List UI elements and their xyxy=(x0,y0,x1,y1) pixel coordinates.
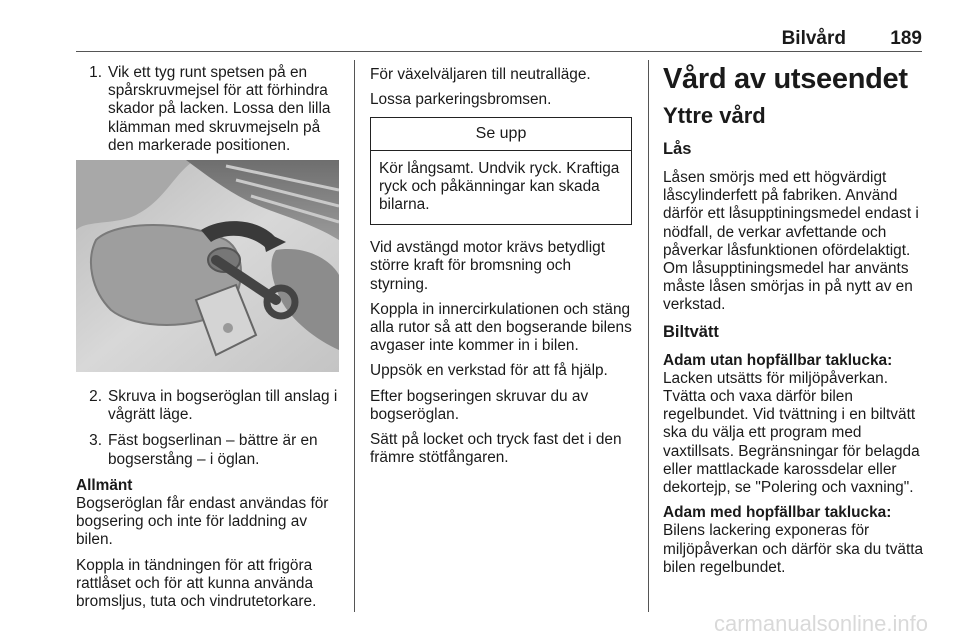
paragraph-workshop: Uppsök en verkstad för att få hjälp. xyxy=(370,362,608,380)
paragraph-neutral: För växelväljaren till neutralläge. xyxy=(370,66,591,83)
wash-with-sunroof-text: Bilens lackering exponeras för miljöpåverkan och därför ska du tvätta bilen regelbundet. xyxy=(663,522,924,576)
paragraph-parking-brake: Lossa parkeringsbromsen. xyxy=(370,91,552,109)
step-number: 1. xyxy=(89,64,102,81)
step-text: Skruva in bogseröglan till anslag i vågrätt läge. xyxy=(108,388,338,424)
wash-with-sunroof xyxy=(663,504,925,577)
step-text: Fäst bogserlinan – bättre är en bogserstång – i öglan. xyxy=(108,432,318,468)
wash-no-sunroof-heading: Adam utan hopfällbar taklucka: xyxy=(663,351,893,369)
caution-text: Kör långsamt. Undvik ryck. Kraftiga ryck och påkänningar kan skada bilarna. xyxy=(379,159,620,214)
step-3 xyxy=(76,432,340,468)
header-title: Bilvård xyxy=(781,28,846,49)
ignition-text: Koppla in tändningen för att frigöra rattlåset och för att kunna använda bromsljus, tuta och vindrutetorkare. xyxy=(76,556,317,611)
column-divider-2 xyxy=(648,60,649,612)
step-number: 3. xyxy=(89,432,102,450)
paragraph-recirculation: Koppla in innercirkulationen och stäng alla rutor så att den bogserande bilens avgaser inte kommer in i bilen. xyxy=(370,300,632,355)
caution-box xyxy=(370,117,632,225)
watermark: carmanualsonline.info xyxy=(713,611,928,636)
general-text: Bogseröglan får endast användas för bogsering och inte för laddning av bilen. xyxy=(76,495,329,549)
caution-title: Se upp xyxy=(371,118,631,150)
column-divider-1 xyxy=(354,60,355,612)
column-1-continued xyxy=(76,388,340,618)
paragraph-cover: Sätt på locket och tryck fast det i den främre stötfångaren. xyxy=(370,431,622,467)
towing-eye-illustration xyxy=(76,160,339,372)
general-heading: Allmänt xyxy=(76,476,133,494)
step-number: 2. xyxy=(89,388,102,405)
paragraph-engine-off: Vid avstängd motor krävs betydligt större kraft för bromsning och styrning. xyxy=(370,239,605,293)
column-1 xyxy=(76,64,340,163)
step-1 xyxy=(76,64,340,155)
header-rule xyxy=(76,51,922,52)
page-number: 189 xyxy=(890,28,922,49)
section-heading: Vård av utseendet xyxy=(663,63,908,95)
subsection-heading: Yttre vård xyxy=(663,103,766,128)
column-3 xyxy=(663,63,925,584)
locks-text: Låsen smörjs med ett högvärdigt låscylinderfett på fabriken. Använd därför ett låsupptiningsmedel endast i nödfall, de verkar avfettande och påverkar låsfunktionen ofördelaktigt. Om låsupptiningsmedel har använts måste låsen smörjas in på nytt av en verkstad. xyxy=(663,169,919,314)
paragraph-unscrew: Efter bogseringen skruvar du av bogseröglan. xyxy=(370,387,589,423)
step-2 xyxy=(76,388,340,424)
wash-no-sunroof-text: Lacken utsätts för miljöpåverkan. Tvätta och vaxa därför bilen regelbundet. Vid tvättning i en biltvätt ska du välja ett program med vaxtillsats. Begränsningar för belagda eller mattlackade karossdelar eller dekortejp, se "Polering och vaxning". xyxy=(663,369,920,497)
car-wash-heading: Biltvätt xyxy=(663,322,719,341)
locks-heading: Lås xyxy=(663,140,692,158)
wash-with-sunroof-heading: Adam med hopfällbar taklucka: xyxy=(663,504,892,522)
column-2 xyxy=(370,66,632,474)
wash-no-sunroof xyxy=(663,352,925,498)
general-section xyxy=(76,477,340,550)
step-text: Vik ett tyg runt spetsen på en spårskruvmejsel för att förhindra skador på lacken. Lossa den lilla klämman med skruvmejseln på den markerade positionen. xyxy=(108,64,331,154)
